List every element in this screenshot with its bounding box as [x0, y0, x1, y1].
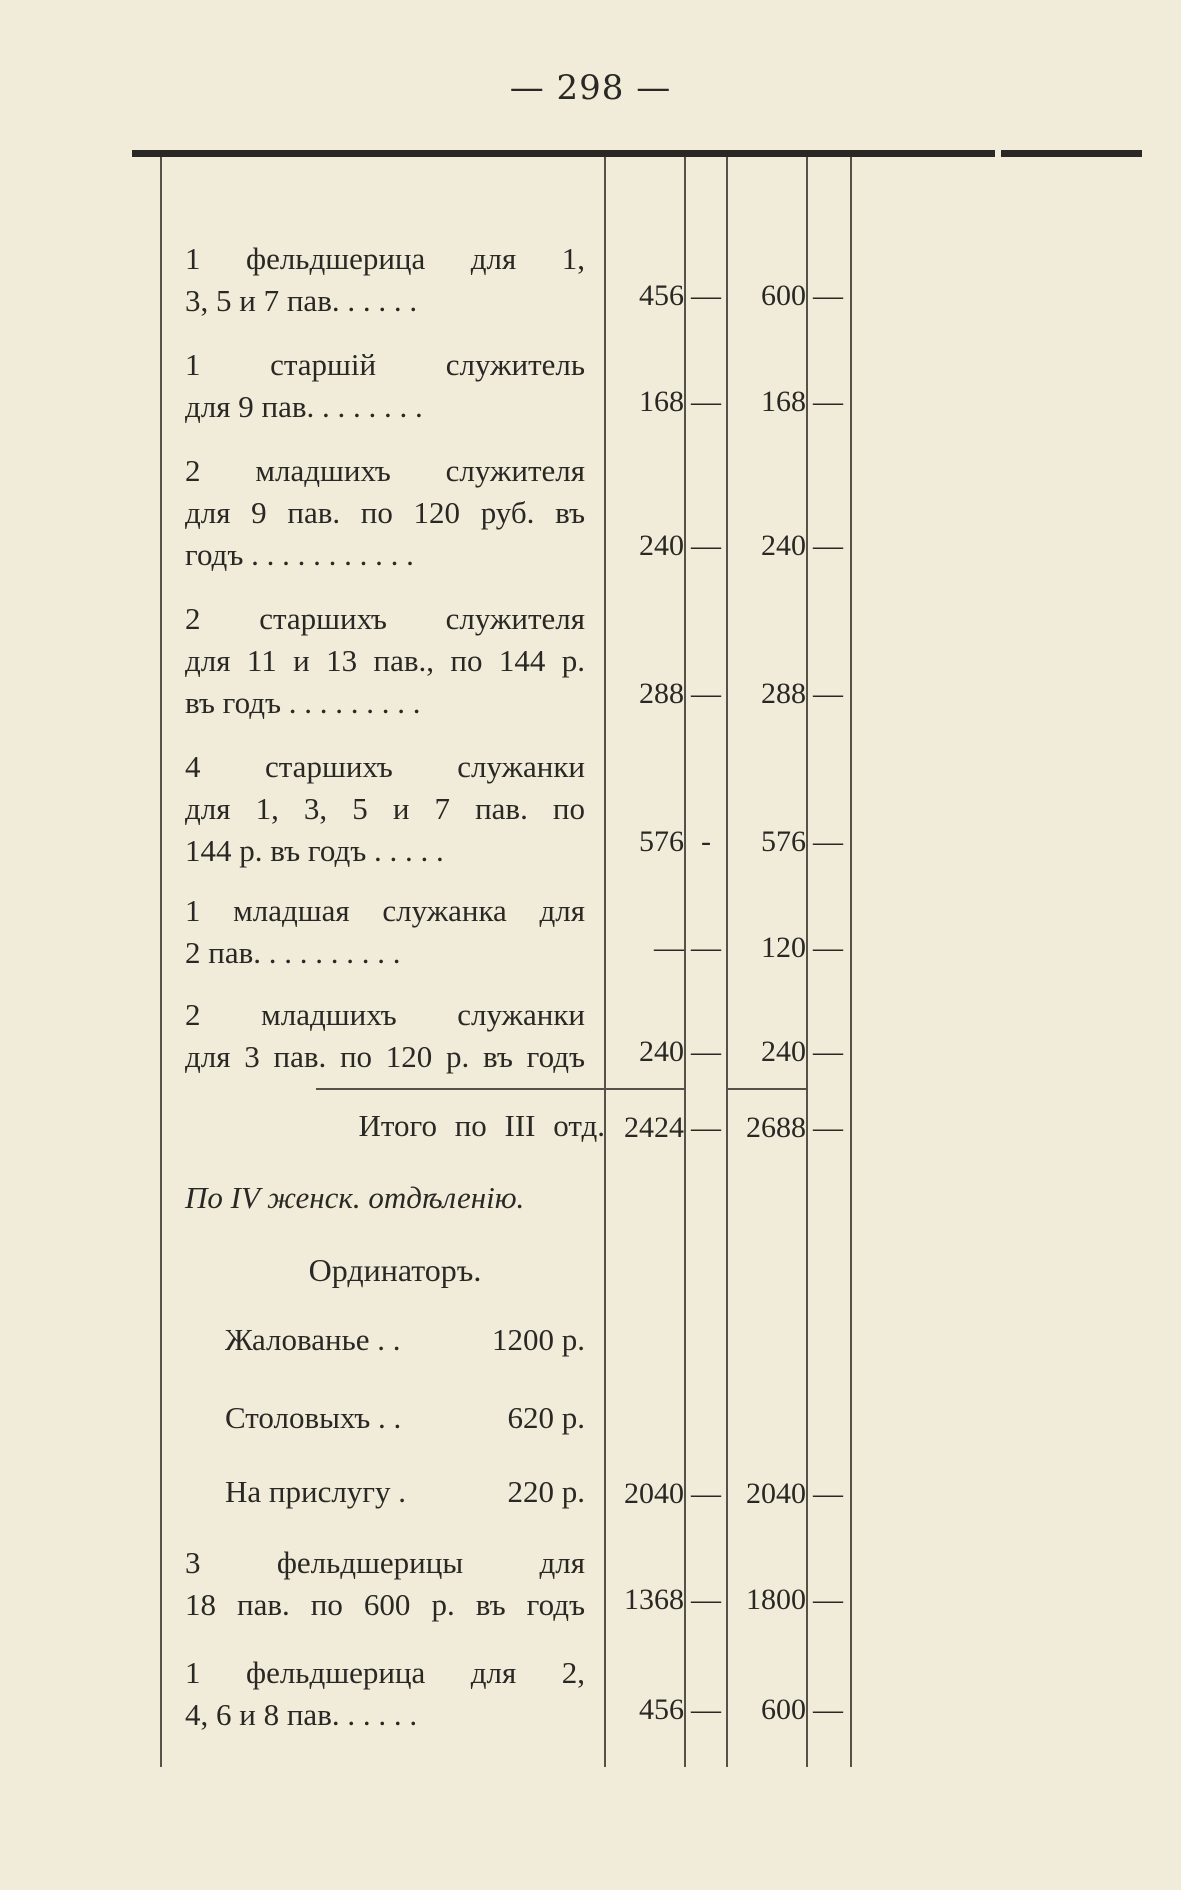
- row-description: 1 старшій служитель для 9 пав. . . . . . . .: [185, 347, 585, 424]
- salary-total-1: 2040: [624, 1477, 684, 1510]
- salary-dash-1: —: [691, 1477, 721, 1510]
- row-dash-2: —: [813, 385, 843, 418]
- row-description: 4 старшихъ служанки для 1, 3, 5 и 7 пав. по 144 р. въ годъ . . . . .: [185, 749, 585, 868]
- row-value-2: 168: [761, 385, 806, 418]
- row-description: 2 младшихъ служителя для 9 пав. по 120 руб. въ годъ . . . . . . . . . . .: [185, 453, 585, 572]
- row-value-1: 456: [639, 1693, 684, 1726]
- row-value-1: 288: [639, 677, 684, 710]
- row-value-2: 1800: [746, 1583, 806, 1616]
- row-dash-2: —: [813, 1693, 843, 1726]
- salary-amount: 620 р.: [507, 1400, 585, 1435]
- row-value-1: 576: [639, 825, 684, 858]
- row-description: 3 фельдшерицы для 18 пав. по 600 р. въ годъ: [185, 1545, 585, 1622]
- row-dash-1: —: [691, 677, 721, 710]
- row-value-1: 456: [639, 279, 684, 312]
- row-dash-2: —: [813, 677, 843, 710]
- total-dash-2: —: [813, 1111, 843, 1144]
- row-dash-1: —: [691, 1583, 721, 1616]
- subheading: Ординаторъ.: [308, 1252, 482, 1288]
- row-dash-1: —: [691, 529, 721, 562]
- row-value-1: 1368: [624, 1583, 684, 1616]
- row-dash-1: —: [691, 279, 721, 312]
- section-heading: По IV женск. отдѣленію.: [185, 1180, 525, 1215]
- total-label: Итого по III отд.: [358, 1108, 605, 1143]
- total-rule-left: [316, 1088, 606, 1090]
- salary-label: На прислугу .: [225, 1474, 407, 1509]
- row-value-2: 576: [761, 825, 806, 858]
- row-description: 2 старшихъ служителя для 11 и 13 пав., по 144 р. въ годъ . . . . . . . . .: [185, 601, 585, 720]
- salary-dash-2: —: [813, 1477, 843, 1510]
- total-rule-c1: [606, 1088, 686, 1090]
- row-dash-2: —: [813, 1583, 843, 1616]
- row-dash-1: —: [691, 1693, 721, 1726]
- row-value-1: 168: [639, 385, 684, 418]
- row-dash-2: —: [813, 931, 843, 964]
- row-value-2: 288: [761, 677, 806, 710]
- total-value-1: 2424: [624, 1111, 684, 1144]
- row-description: 2 младшихъ служанки для 3 пав. по 120 р. въ годъ: [185, 997, 585, 1074]
- row-dash-2: —: [813, 825, 843, 858]
- row-description: 1 младшая служанка для 2 пав. . . . . . . . . .: [185, 893, 585, 970]
- salary-amount: 220 р.: [507, 1474, 585, 1509]
- top-rule: [132, 150, 1142, 157]
- row-value-2: 600: [761, 1693, 806, 1726]
- salary-label: Жалованье . .: [225, 1322, 401, 1357]
- total-rule-c3: [728, 1088, 808, 1090]
- total-value-2: 2688: [746, 1111, 806, 1144]
- top-rule-gap: [995, 150, 1001, 157]
- row-value-2: 600: [761, 279, 806, 312]
- row-dash-1: —: [691, 931, 721, 964]
- row-dash-2: —: [813, 529, 843, 562]
- row-description: 1 фельдшерица для 2, 4, 6 и 8 пав. . . . . .: [185, 1655, 585, 1732]
- page-number: — 298 —: [509, 68, 672, 108]
- column-line-5: [850, 157, 852, 1767]
- row-dash-2: —: [813, 279, 843, 312]
- row-value-2: 120: [761, 931, 806, 964]
- row-value-2: 240: [761, 529, 806, 562]
- column-line-left: [160, 157, 162, 1767]
- salary-amount: 1200 р.: [492, 1322, 585, 1357]
- salary-label: Столовыхъ . .: [225, 1400, 402, 1435]
- row-description: 1 фельдшерица для 1, 3, 5 и 7 пав. . . . . .: [185, 241, 585, 318]
- row-dash-1: -: [701, 825, 711, 858]
- row-dash-1: —: [691, 1035, 721, 1068]
- row-value-1: 240: [639, 1035, 684, 1068]
- row-value-2: 240: [761, 1035, 806, 1068]
- total-dash-1: —: [691, 1111, 721, 1144]
- row-value-1: 240: [639, 529, 684, 562]
- salary-total-2: 2040: [746, 1477, 806, 1510]
- row-dash-2: —: [813, 1035, 843, 1068]
- row-value-1: —: [654, 931, 684, 964]
- row-dash-1: —: [691, 385, 721, 418]
